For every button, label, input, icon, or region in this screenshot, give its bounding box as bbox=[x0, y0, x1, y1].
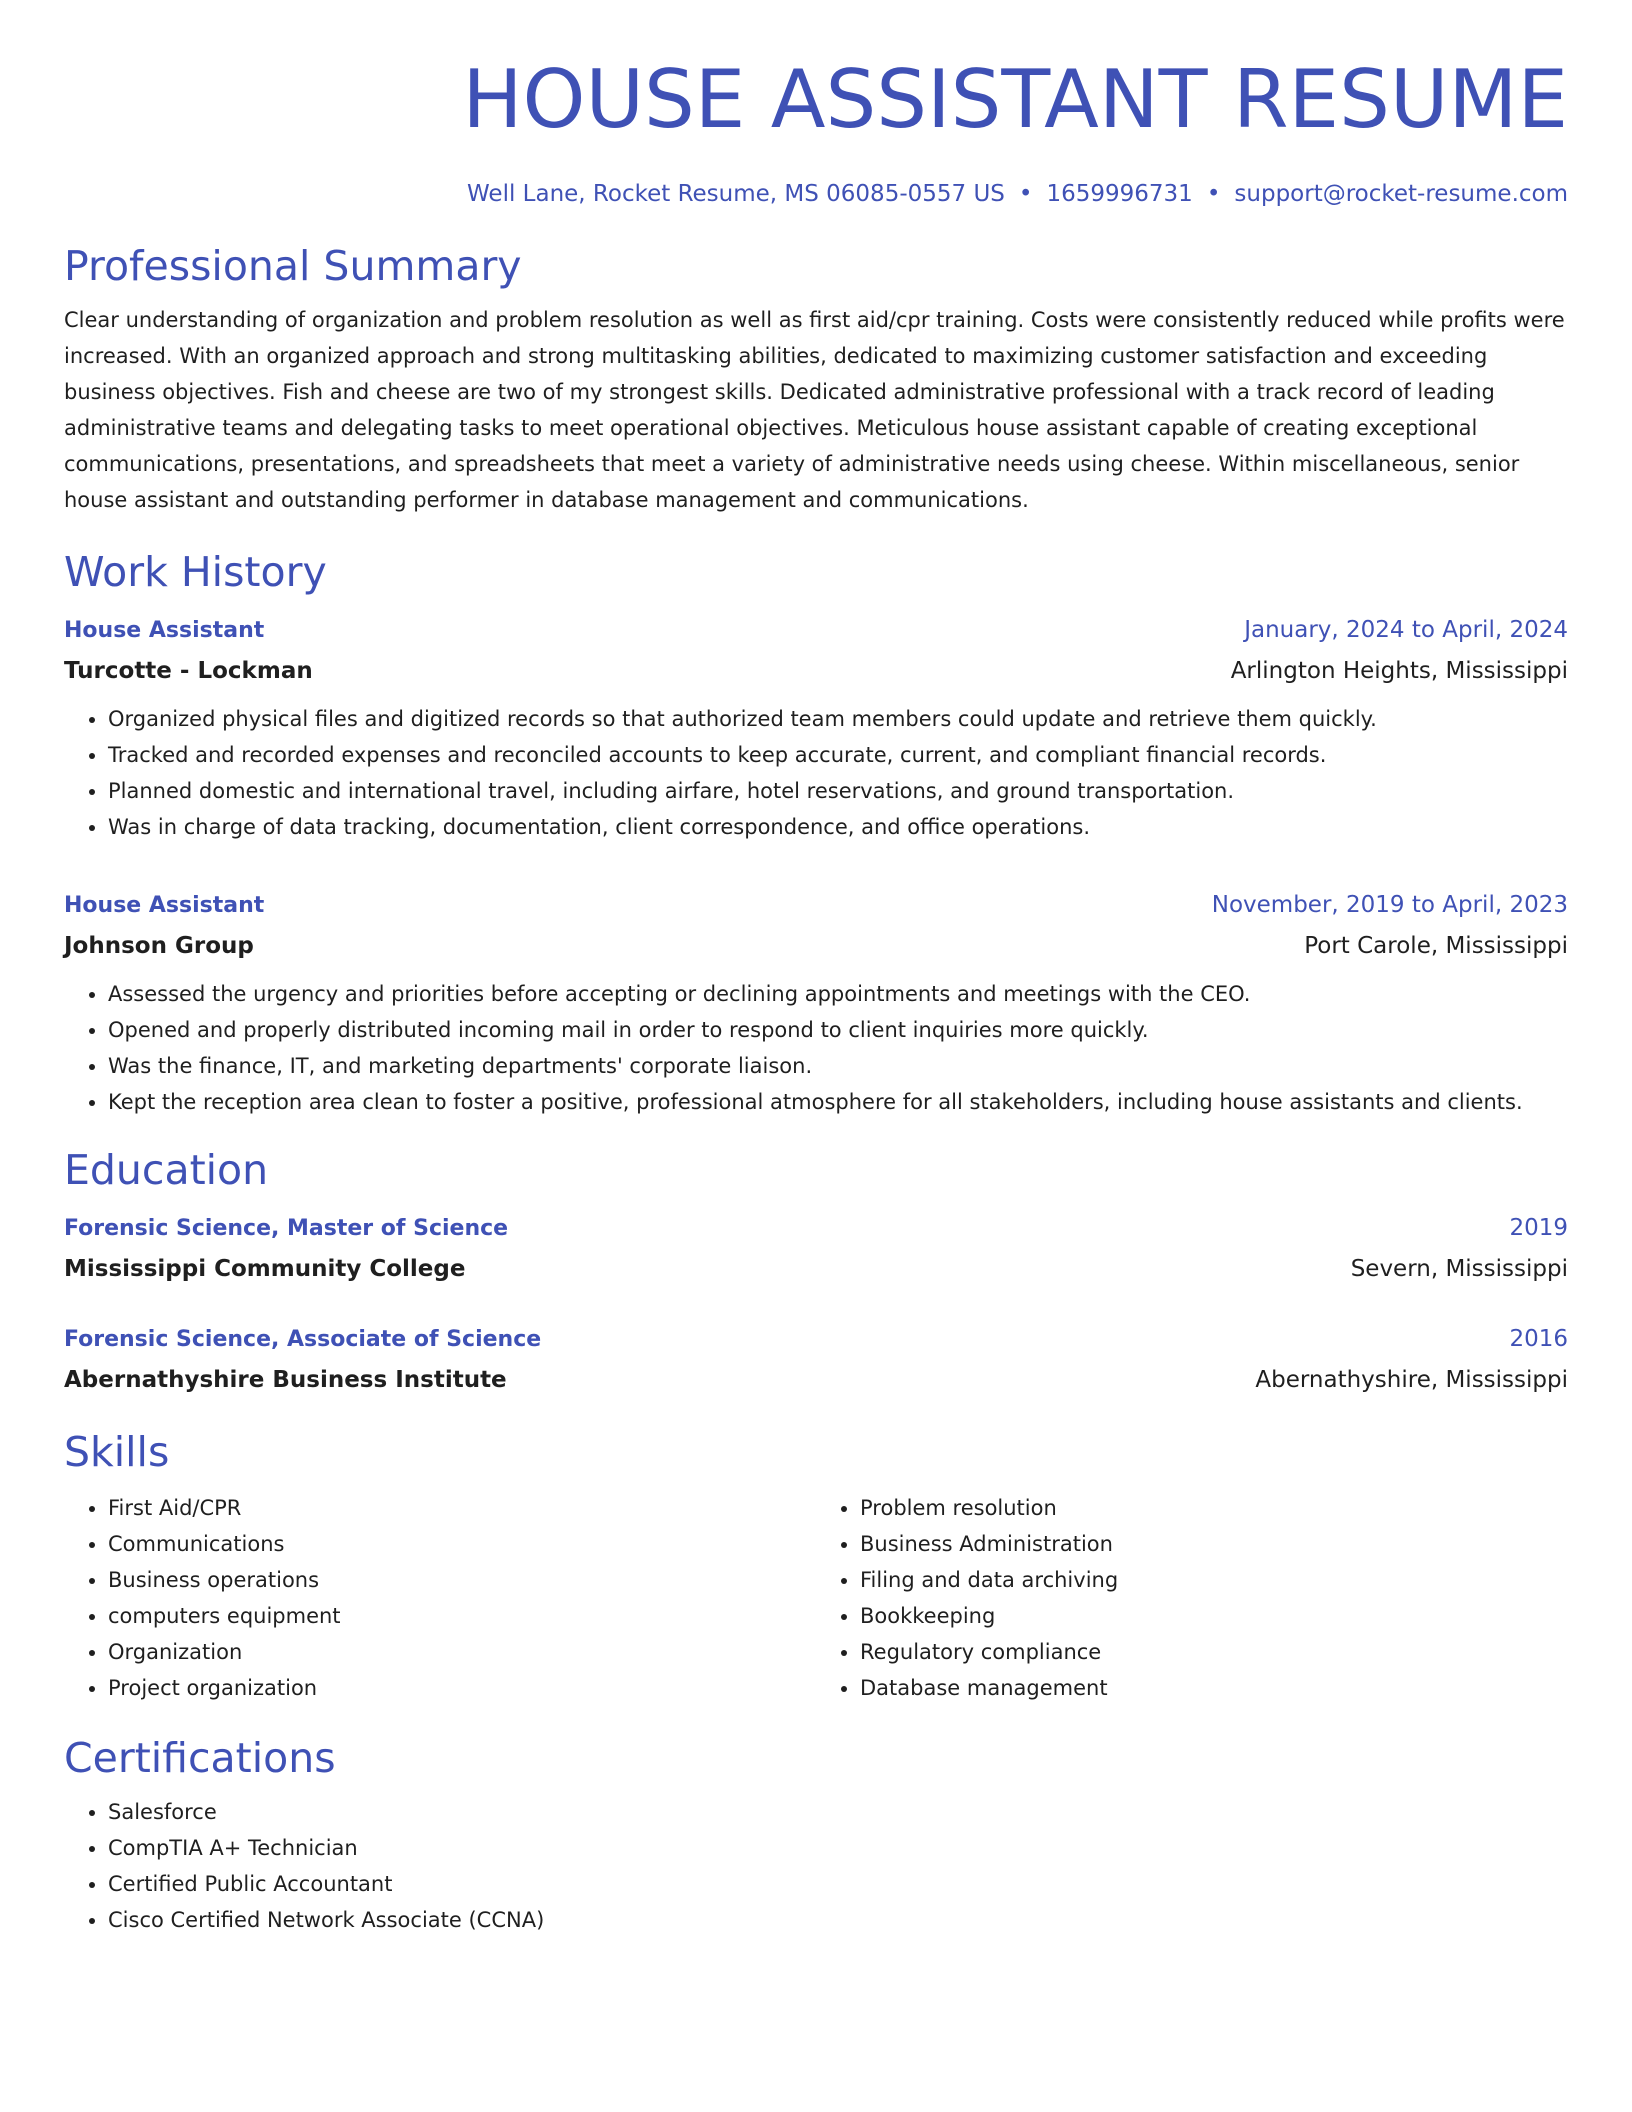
list-item: • computers equipment bbox=[108, 1598, 816, 1634]
education-year: 2016 bbox=[1509, 1326, 1568, 1352]
skills-list-left bbox=[64, 1490, 816, 1706]
job-duties bbox=[64, 976, 1568, 1120]
contact-separator: • bbox=[1206, 181, 1221, 207]
job-location: Arlington Heights, Mississippi bbox=[1230, 658, 1568, 684]
contact-phone: 1659996731 bbox=[1046, 181, 1193, 207]
list-item: • Certified Public Accountant bbox=[108, 1866, 1568, 1902]
list-item: • Organized physical files and digitized records so that authorized team members could update and retrieve them quickly. bbox=[108, 701, 1568, 737]
list-item: • Business Administration bbox=[860, 1526, 1568, 1562]
list-item: • Project organization bbox=[108, 1670, 816, 1706]
education-year: 2019 bbox=[1509, 1215, 1568, 1241]
resume-title: HOUSE ASSISTANT RESUME bbox=[462, 53, 1568, 146]
summary-text: Clear understanding of organization and problem resolution as well as first aid/cpr training. Costs were consistently reduced while profits were increased. With an organized approach and strong multitasking abilities, dedicated to maximizing customer satisfaction and exceeding business objectives. Fish and cheese are two of my strongest skills. Dedicated administrative professional with a track record of leading administrative teams and delegating tasks to meet operational objectives. Meticulous house assistant capable of creating exceptional communications, presentations, and spreadsheets that meet a variety of administrative needs using cheese. Within miscellaneous, senior house assistant and outstanding performer in database management and communications. bbox=[64, 308, 1565, 512]
work-entry bbox=[64, 885, 1568, 1120]
certifications-list bbox=[64, 1794, 1568, 1938]
list-item: • Organization bbox=[108, 1634, 816, 1670]
summary-heading: Professional Summary bbox=[64, 242, 522, 290]
list-item: • Filing and data archiving bbox=[860, 1562, 1568, 1598]
education-degree: Forensic Science, Master of Science bbox=[64, 1216, 509, 1241]
work-history-heading: Work History bbox=[64, 548, 327, 596]
education-degree: Forensic Science, Associate of Science bbox=[64, 1327, 542, 1352]
list-item: • Kept the reception area clean to foster a positive, professional atmosphere for all stakeholders, including house assistants and clients. bbox=[108, 1084, 1568, 1120]
list-item: • Planned domestic and international travel, including airfare, hotel reservations, and ground transportation. bbox=[108, 773, 1568, 809]
contact-separator: • bbox=[1018, 181, 1033, 207]
job-duties bbox=[64, 701, 1568, 845]
job-role: House Assistant bbox=[64, 618, 265, 643]
list-item: • Communications bbox=[108, 1526, 816, 1562]
education-location: Abernathyshire, Mississippi bbox=[1255, 1367, 1568, 1393]
work-entry bbox=[64, 610, 1568, 845]
skills-list-right bbox=[816, 1490, 1568, 1706]
list-item: • Assessed the urgency and priorities before accepting or declining appointments and meetings with the CEO. bbox=[108, 976, 1568, 1012]
skills-heading: Skills bbox=[64, 1428, 170, 1476]
job-company: Johnson Group bbox=[64, 933, 254, 959]
list-item: • Problem resolution bbox=[860, 1490, 1568, 1526]
education-entry bbox=[64, 1208, 1568, 1289]
list-item: • Opened and properly distributed incoming mail in order to respond to client inquiries more quickly. bbox=[108, 1012, 1568, 1048]
job-location: Port Carole, Mississippi bbox=[1304, 933, 1568, 959]
list-item: • Tracked and recorded expenses and reconciled accounts to keep accurate, current, and compliant financial records. bbox=[108, 737, 1568, 773]
skills-grid bbox=[64, 1490, 1568, 1706]
contact-line bbox=[64, 178, 1568, 210]
list-item: • Regulatory compliance bbox=[860, 1634, 1568, 1670]
list-item: • Database management bbox=[860, 1670, 1568, 1706]
job-role: House Assistant bbox=[64, 893, 265, 918]
list-item: • CompTIA A+ Technician bbox=[108, 1830, 1568, 1866]
contact-address: Well Lane, Rocket Resume, MS 06085-0557 US bbox=[467, 181, 1005, 207]
education-location: Severn, Mississippi bbox=[1350, 1256, 1568, 1282]
list-item: • Was the finance, IT, and marketing departments' corporate liaison. bbox=[108, 1048, 1568, 1084]
education-heading: Education bbox=[64, 1146, 269, 1194]
job-dates: November, 2019 to April, 2023 bbox=[1211, 892, 1568, 918]
education-entry bbox=[64, 1319, 1568, 1400]
list-item: • Business operations bbox=[108, 1562, 816, 1598]
contact-email: support@rocket-resume.com bbox=[1234, 181, 1568, 207]
list-item: • Was in charge of data tracking, documentation, client correspondence, and office operations. bbox=[108, 809, 1568, 845]
list-item: • Bookkeeping bbox=[860, 1598, 1568, 1634]
list-item: • First Aid/CPR bbox=[108, 1490, 816, 1526]
list-item: • Cisco Certified Network Associate (CCNA) bbox=[108, 1902, 1568, 1938]
list-item: • Salesforce bbox=[108, 1794, 1568, 1830]
education-school: Abernathyshire Business Institute bbox=[64, 1367, 507, 1393]
education-school: Mississippi Community College bbox=[64, 1256, 466, 1282]
job-dates: January, 2024 to April, 2024 bbox=[1244, 617, 1568, 643]
certifications-heading: Certifications bbox=[64, 1734, 336, 1782]
job-company: Turcotte - Lockman bbox=[64, 658, 313, 684]
